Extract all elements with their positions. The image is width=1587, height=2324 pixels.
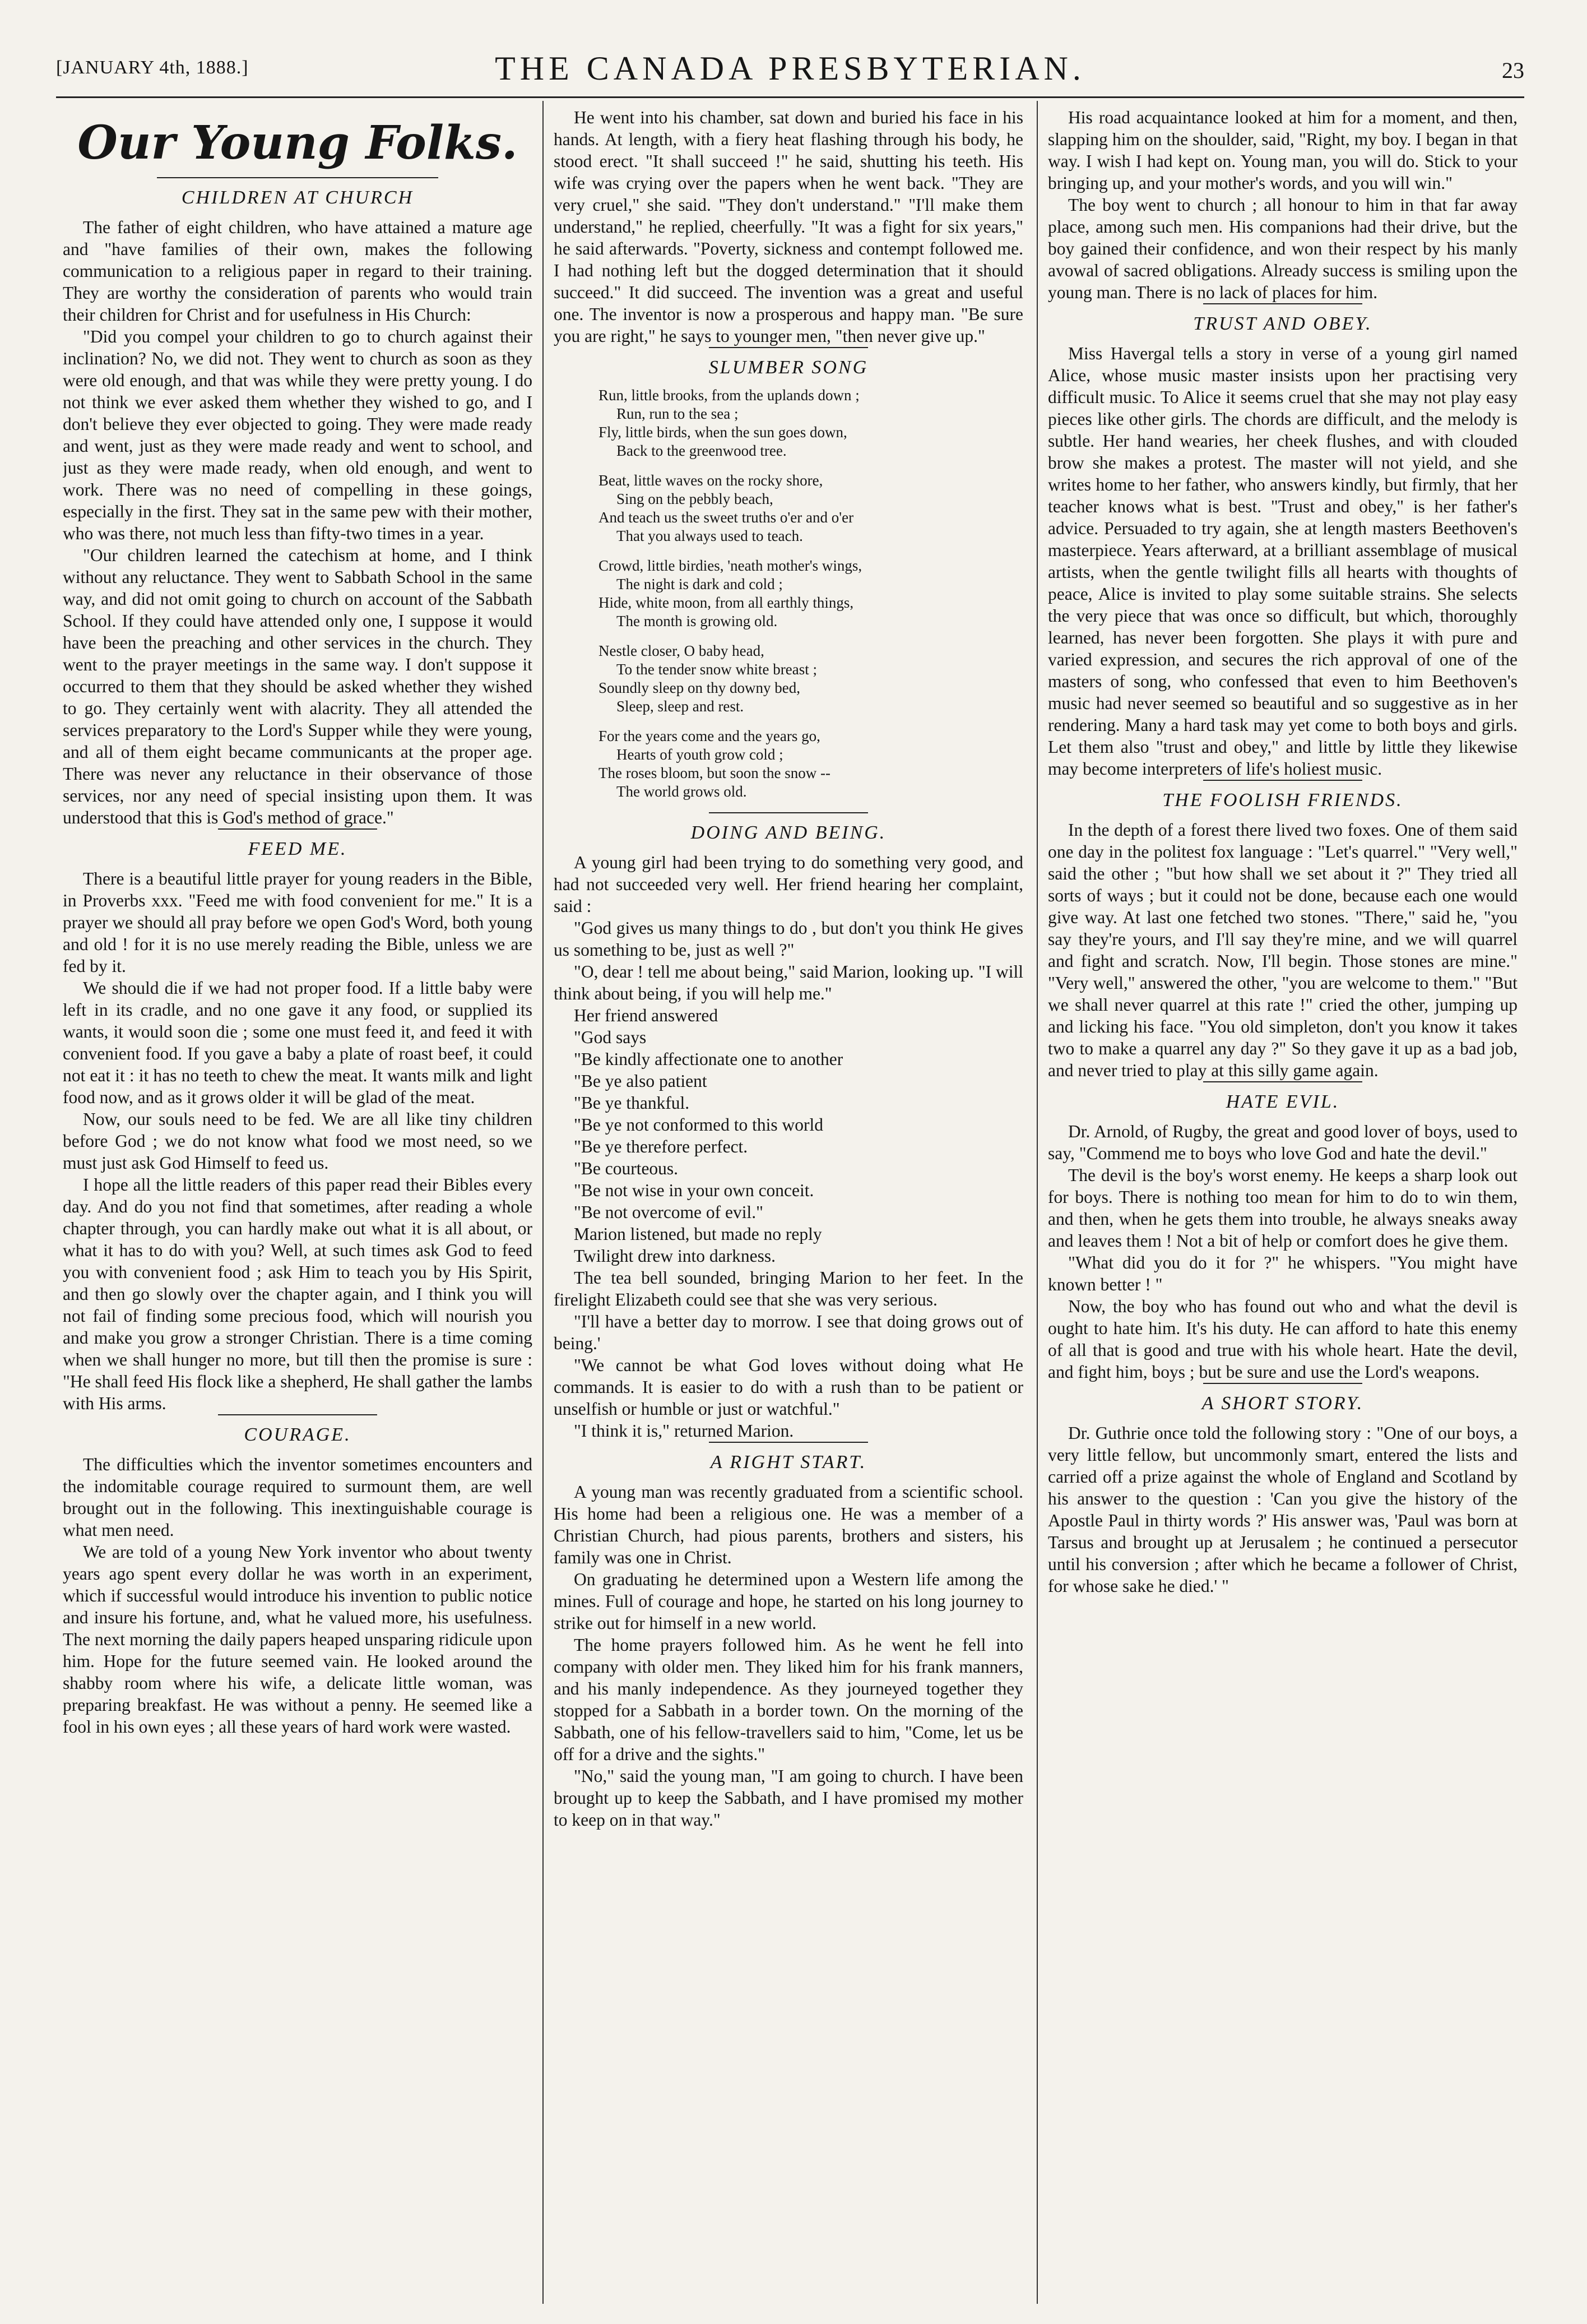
article-title-feed-me: FEED ME. — [248, 839, 347, 859]
poem-line: Sing on the pebbly beach, — [616, 490, 773, 507]
article-paragraph: Dr. Arnold, of Rugby, the great and good lover of boys, used to say, "Commend me to boys who love God and hate the devil." — [1048, 1122, 1518, 1163]
newspaper-title: THE CANADA PRESBYTERIAN. — [495, 50, 1085, 87]
column-divider — [542, 101, 544, 2304]
poem-line: Beat, little waves on the rocky shore, — [598, 472, 823, 489]
list-line: Marion listened, but made no reply — [574, 1224, 822, 1244]
article-paragraph: We should die if we had not proper food. If a little baby were left in its cradle, and no one gave it any food, or supplied its wants, it would soon die ; some one must feed it, and feed it with convenient food. If you gave a baby a plate of roast beef, it could not eat it : it has no teeth to chew the meat. It wants milk and light food now, and as it grows older it will be glad of the meat. — [63, 978, 532, 1107]
page-header — [56, 49, 1524, 94]
article-paragraph: There is a beautiful little prayer for young readers in the Bible, in Proverbs xxx. "Feed me with food convenient for me." It is a prayer we should all pray before we open God's Word, both young and old ! for it is no use merely reading the Bible, unless we are fed by it. — [63, 869, 532, 976]
poem-line: Hide, white moon, from all earthly things, — [598, 594, 854, 611]
poem-line: Run, little brooks, from the uplands down ; — [598, 387, 860, 404]
poem — [598, 386, 1023, 801]
article-paragraph: "Our children learned the catechism at home, and I think without any reluctance. They went to Sabbath School in the same way, and did not omit going to church on account of the Sabbath School. If they could have attended only one, I suppose it would have been the preaching and other services in the church. They went to the prayer meetings in the same way. I don't suppose it occurred to them that they should be asked whether they wished to go. They certainly went with alacrity. They all attended the services preparatory to the Lord's Supper while they were young, and all of them eight became communicants at the proper age. There was never any reluctance in their observance of those services, nor any need of special insisting upon them. It was understood that this is God's method of grace." — [63, 545, 532, 827]
section-rule — [1203, 1383, 1363, 1384]
header-rule — [56, 96, 1524, 98]
article-paragraph: A young man was recently graduated from a scientific school. His home had been a religious one. He was a member of a Christian Church, had pious parents, brothers and sisters, his family was one in Christ. — [554, 1482, 1023, 1567]
poem-line: And teach us the sweet truths o'er and o'er — [598, 509, 854, 526]
poem-line: The world grows old. — [616, 783, 747, 800]
section-rule — [218, 1414, 378, 1415]
section-rule — [709, 347, 869, 348]
article-title-hate-evil: HATE EVIL. — [1226, 1091, 1340, 1112]
article-paragraph: Dr. Guthrie once told the following story : "One of our boys, a very little fellow, but uncommonly smart, entered the lists and carried off a prize against the whole of England and Scotland by his answer to the question : 'Can you give the history of the Apostle Paul in thirty words ?' His answer was, 'Paul was born at Tarsus and brought up at Jerusalem ; he continued a persecutor until his conversion ; after which he became a follower of Christ, for whose sake he died.' " — [1048, 1423, 1518, 1596]
article-paragraph: "What did you do it for ?" he whispers. "You might have known better ! " — [1048, 1253, 1518, 1294]
list-line: "Be ye also patient — [574, 1071, 707, 1091]
poem-line: The roses bloom, but soon the snow -- — [598, 765, 830, 781]
poem-line: Back to the greenwood tree. — [616, 442, 787, 459]
article-title-courage: COURAGE. — [244, 1424, 351, 1445]
list-line: "Be kindly affectionate one to another — [574, 1049, 843, 1069]
list-line: "Be not overcome of evil." — [574, 1202, 763, 1222]
poem-line: Fly, little birds, when the sun goes down, — [598, 424, 847, 441]
poem-line: Run, run to the sea ; — [616, 405, 739, 422]
section-rule — [1203, 1081, 1363, 1082]
article-paragraph: "We cannot be what God loves without doing what He commands. It is easier to do with a rush than to be patient or unselfish or humble or just or watchful." — [554, 1355, 1023, 1419]
poem-line: Sleep, sleep and rest. — [616, 698, 744, 715]
article-paragraph: The boy went to church ; all honour to him in that far away place, among such men. His companions had their drive, but the boy gained their confidence, and won their respect by his manly avowal of sacred obligations. Already success is smiling upon the young man. There is no lack of places for him. — [1048, 195, 1518, 302]
poem-line: That you always used to teach. — [616, 527, 803, 544]
list-line: "Be ye therefore perfect. — [574, 1137, 748, 1156]
poem-stanza — [598, 557, 1023, 631]
article-title-slumber-song: SLUMBER SONG — [708, 357, 869, 378]
list-line: Her friend answered — [574, 1006, 718, 1025]
article-title-trust-and-obey: TRUST AND OBEY. — [1193, 313, 1372, 334]
section-rule — [1203, 780, 1363, 781]
article-paragraph: In the depth of a forest there lived two foxes. One of them said one day in the politest fox language : "Let's quarrel." "Very well," said the other ; "but how shall we set about it ?" They tried all sorts of ways ; but it could not be done, because each one would give way. At last one fetched two stones. "There," said he, "you say they're yours, and I'll say they're mine, and we will quarrel and fight and scratch. Now, I'll begin. Those stones are mine." "Very well," answered the other, "you are welcome to them." "But we shall never quarrel at this rate !" cried the other, jumping up and licking his face. "You old simpleton, don't you know it takes two to make a quarrel any day ?" So they gave it up as a bad job, and never tried to play at this silly game again. — [1048, 820, 1518, 1080]
list-line: "Be courteous. — [574, 1159, 679, 1178]
article-paragraph: "O, dear ! tell me about being," said Marion, looking up. "I will think about being, if you will help me." — [554, 962, 1023, 1003]
article-paragraph: "I think it is," returned Marion. — [574, 1421, 794, 1441]
article-title-doing-and-being: DOING AND BEING. — [690, 822, 887, 843]
article-paragraph: The tea bell sounded, bringing Marion to her feet. In the firelight Elizabeth could see that she was very serious. — [554, 1268, 1023, 1309]
article-title-right-start: A RIGHT START. — [710, 1452, 867, 1473]
article-paragraph: The devil is the boy's worst enemy. He keeps a sharp look out for boys. There is nothing too mean for him to do to win them, and then, when he gets them into trouble, he always sneaks away and leaves them ! Not a bit of help or comfort does he give them. — [1048, 1165, 1518, 1251]
list-line: "Be ye not conformed to this world — [574, 1115, 824, 1135]
section-rule — [709, 812, 869, 813]
poem-line: The night is dark and cold ; — [616, 576, 783, 592]
article-paragraph: Now, the boy who has found out who and what the devil is ought to hate him. It's his duty. He can afford to hate this enemy of all that is good and true with his whole heart. Hate the devil, and fight him, boys ; but be sure and use the Lord's weapons. — [1048, 1297, 1518, 1382]
column-2 — [554, 107, 1023, 2304]
issue-date: [JANUARY 4th, 1888.] — [56, 57, 249, 78]
article-paragraph: His road acquaintance looked at him for a moment, and then, slapping him on the shoulder, said, "Right, my boy. I began in that way. I wish I had kept on. Young man, you will do. Stick to your bringing up, and your mother's words, and you will win." — [1048, 108, 1518, 193]
section-rule — [1203, 303, 1363, 304]
poem-line: To the tender snow white breast ; — [616, 661, 818, 678]
poem-line: Crowd, little birdies, 'neath mother's wings, — [598, 557, 862, 574]
article-paragraph: Miss Havergal tells a story in verse of a young girl named Alice, whose music master insists upon her practising very difficult music. To Alice it seems cruel that she may not play easy pieces like other girls. The chords are difficult, and the melody is subtle. Her hand wearies, her cheek flushes, and with clouded brow she makes a protest. The master will not yield, and she writes home to her father, who answers kindly, but firmly, that her teacher knows what is best. "Trust and obey," is her father's advice. Persuaded to try again, she at length masters Beethoven's masterpiece. Years afterward, at a brilliant assemblage of musical artists, when the gentle twilight fills all hearts with thoughts of peace, Alice is invited to play some suitable strains. She selects the very piece that was once so difficult, but which, thoroughly learned, has never been forgotten. She plays it with pure and varied expression, and secures the rich approval of one of the masters of song, who confessed that even to him Beethoven's music had never seemed so beautiful and so suggestive as in her rendering. Many a hard task may yet come to both boys and girls. Let them also "trust and obey," and little by little they likewise may become interpreters of life's holiest music. — [1048, 344, 1518, 779]
list-line: Twilight drew into darkness. — [574, 1246, 776, 1266]
column-1 — [63, 107, 532, 2304]
poem-line: Hearts of youth grow cold ; — [616, 746, 783, 763]
article-paragraph: I hope all the little readers of this paper read their Bibles every day. And do you not find that sometimes, after reading a whole chapter through, you can hardly make out what it is all about, or what it has to do with you? Well, at such times ask God to feed you with convenient food ; ask Him to teach you by His Spirit, and then go slowly over the chapter again, and I think you will not fail of finding some precious food, which will nourish you and make you grow a stronger Christian. There is a time coming when we shall hunger no more, but till then the promise is sure : "He shall feed His flock like a shepherd, He shall gather the lambs with His arms. — [63, 1175, 532, 1413]
article-paragraph: "No," said the young man, "I am going to church. I have been brought up to keep the Sabbath, and I have promised my mother to keep on in that way." — [554, 1766, 1023, 1830]
poem-line: The month is growing old. — [616, 613, 778, 629]
section-rule — [709, 1442, 869, 1443]
heading-rule — [157, 177, 439, 178]
poem-stanza — [598, 727, 1023, 801]
article-title-foolish-friends: THE FOOLISH FRIENDS. — [1162, 790, 1403, 811]
article-title-short-story: A SHORT STORY. — [1201, 1393, 1364, 1414]
poem-line: For the years come and the years go, — [598, 728, 820, 744]
column-divider — [1037, 101, 1038, 2304]
department-heading: Our Young Folks. — [77, 116, 518, 170]
list-line: "God says — [574, 1027, 647, 1047]
list-line: "Be ye thankful. — [574, 1093, 690, 1113]
poem-stanza — [598, 386, 1023, 460]
article-paragraph: The home prayers followed him. As he went he fell into company with older men. They liked him for his frank manners, and his manly independence. As they journeyed together they stopped for a Sabbath in a border town. On the morning of the Sabbath, one of his fellow-travellers said to him, "Come, let us be off for a drive and the sights." — [554, 1635, 1023, 1764]
column-3 — [1048, 107, 1518, 2304]
article-paragraph: He went into his chamber, sat down and buried his face in his hands. At length, with a fiery heat flashing through his body, he stood erect. "It shall succeed !" he said, shutting his teeth. His wife was crying over the papers when he went back. "They are very cruel," she said. "They don't understand." "I'll make them understand," he replied, cheerfully. "It was a fight for six years," he said afterwards. "Poverty, sickness and contempt followed me. I had nothing left but the dogged determination that it should succeed." It did succeed. The invention was a great and useful one. The inventor is now a prosperous and happy man. "Be sure you are right," he says to younger men, "then never give up." — [554, 108, 1023, 346]
article-paragraph: "God gives us many things to do , but don't you think He gives us something to be, just as well ?" — [554, 918, 1023, 960]
poem-line: Nestle closer, O baby head, — [598, 642, 764, 659]
section-rule — [218, 828, 378, 830]
article-paragraph: Now, our souls need to be fed. We are all like tiny children before God ; we do not know what food we most need, so we must just ask God Himself to feed us. — [63, 1109, 532, 1173]
poem-stanza — [598, 642, 1023, 716]
page-number: 23 — [1502, 58, 1524, 83]
article-paragraph: The difficulties which the inventor sometimes encounters and the indomitable courage required to surmount them, are well brought out in the following. This inextinguishable courage is what men need. — [63, 1455, 532, 1540]
article-paragraph: We are told of a young New York inventor who about twenty years ago spent every dollar he was worth in an experiment, which if successful would introduce his invention to public notice and insure his fortune, and, what he valued more, his usefulness. The next morning the daily papers heaped unsparing ridicule upon him. Hope for the future seemed vain. He looked around the shabby room where his wife, a delicate little woman, was preparing breakfast. He was without a penny. He seemed like a fool in his own eyes ; all these years of hard work were wasted. — [63, 1542, 532, 1737]
poem-stanza — [598, 471, 1023, 545]
article-paragraph: "I'll have a better day to morrow. I see that doing grows out of being.' — [554, 1312, 1023, 1353]
list-line: "Be not wise in your own conceit. — [574, 1180, 814, 1200]
poem-line: Soundly sleep on thy downy bed, — [598, 679, 800, 696]
article-paragraph: On graduating he determined upon a Western life among the mines. Full of courage and hope, he started on his long journey to strike out for himself in a new world. — [554, 1570, 1023, 1633]
article-paragraph: A young girl had been trying to do something very good, and had not succeeded very well. Her friend hearing her complaint, said : — [554, 853, 1023, 916]
article-paragraph: "Did you compel your children to go to church against their inclination? No, we did not. They went to church as soon as they were old enough, and that was while they were pretty young. I do not think we ever asked them whether they wished to go, and I don't believe they ever objected to going. They were made ready and went, just as they were made ready and went to school, and just as they were made ready, when old enough, and went to work. There was no need of compelling in these goings, especially in the first. They sat in the same pew with their mother, who was there, not much less than fifty-two times in a year. — [63, 327, 532, 543]
article-paragraph: The father of eight children, who have attained a mature age and "have families of their own, makes the following communication to a religious paper in regard to their training. They are worthy the consideration of parents who would train their children for Christ and for usefulness in His Church: — [63, 217, 532, 325]
article-title-children: CHILDREN AT CHURCH — [181, 187, 414, 208]
